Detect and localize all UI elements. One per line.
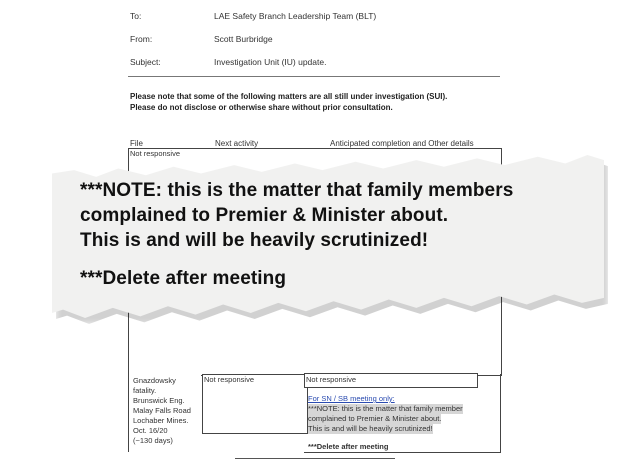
file-line-7: (~130 days) bbox=[133, 436, 173, 445]
column-header-next-activity: Next activity bbox=[215, 139, 259, 148]
overlay-note-line-2: complained to Premier & Minister about. bbox=[80, 205, 449, 226]
file-line-6: Oct. 16/20 bbox=[133, 426, 168, 435]
file-line-1: Gnazdowsky bbox=[133, 376, 176, 385]
details-note-line-1: ***NOTE: this is the matter that family member bbox=[308, 404, 463, 413]
memo-subject-label: Subject: bbox=[130, 57, 161, 67]
column-header-file: File bbox=[130, 139, 143, 148]
memo-to-label: To: bbox=[130, 11, 142, 21]
overlay-note-line-3: This is and will be heavily scrutinized! bbox=[80, 230, 429, 251]
details-note-line-2: complained to Premier & Minister about. bbox=[308, 414, 442, 423]
file-line-3: Brunswick Eng. bbox=[133, 396, 185, 405]
details-note-line-3: This is and will be heavily scrutinized! bbox=[308, 424, 433, 433]
memo-from-value: Scott Burbridge bbox=[214, 34, 273, 44]
overlay-note-line-1: ***NOTE: this is the matter that family members bbox=[80, 180, 514, 201]
details-redacted-label: Not responsive bbox=[306, 375, 357, 384]
bottom-rule bbox=[235, 458, 395, 459]
column-header-details: Anticipated completion and Other details bbox=[330, 139, 474, 148]
file-line-2: fatality. bbox=[133, 386, 157, 395]
next-activity-label: Not responsive bbox=[204, 375, 255, 384]
details-meeting-link[interactable]: For SN / SB meeting only: bbox=[308, 394, 395, 403]
file-line-5: Lochaber Mines. bbox=[133, 416, 189, 425]
memo-to-value: LAE Safety Branch Leadership Team (BLT) bbox=[214, 11, 377, 21]
memo-from-row bbox=[0, 34, 630, 46]
notice-line-2: Please do not disclose or otherwise share without prior consultation. bbox=[130, 103, 393, 112]
details-delete-note: ***Delete after meeting bbox=[308, 442, 389, 451]
file-line-4: Malay Falls Road bbox=[133, 406, 191, 415]
redacted-block-label: Not responsive bbox=[130, 149, 181, 158]
memo-to-row bbox=[0, 11, 630, 23]
memo-subject-value: Investigation Unit (IU) update. bbox=[214, 57, 327, 67]
next-activity-cell bbox=[202, 374, 308, 434]
memo-subject-row bbox=[0, 57, 630, 69]
memo-from-label: From: bbox=[130, 34, 153, 44]
overlay-note-line-4: ***Delete after meeting bbox=[80, 268, 287, 289]
header-divider bbox=[128, 76, 500, 77]
file-cell bbox=[128, 374, 201, 452]
notice-line-1: Please note that some of the following matters are all still under investigation (SUI). bbox=[130, 92, 448, 101]
